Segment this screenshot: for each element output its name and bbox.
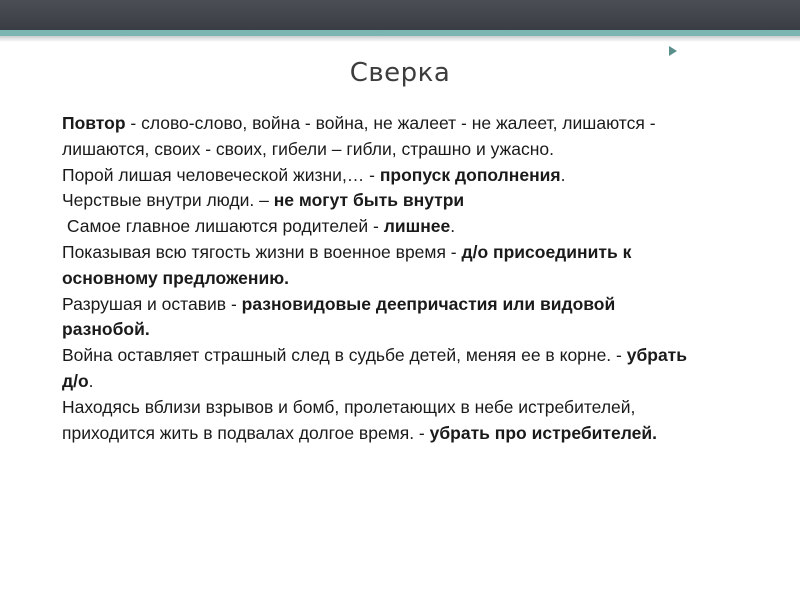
correction-text: пропуск дополнения xyxy=(379,164,561,185)
correction-text: убрать про истребителей. xyxy=(429,422,657,443)
sentence-text: Находясь вблизи взрывов и бомб, пролетающих в небе истребителей, приходится жить в подвалах долгое время. - xyxy=(62,396,636,443)
sentence-text: Порой лишая человеческой жизни,… - xyxy=(62,164,380,185)
sentence-text: Самое главное лишаются родителей - xyxy=(62,216,384,237)
sentence-end: . xyxy=(88,370,94,391)
header-band xyxy=(0,0,800,30)
correction-text: разновидовые деепричастия или видовой разнобой. xyxy=(62,293,616,340)
sentence-text: Война оставляет страшный след в судьбе детей, меняя ее в корне. - xyxy=(62,345,627,366)
correction-text: убрать д/о xyxy=(62,345,688,391)
paragraph-4 xyxy=(62,214,702,240)
sentence-text: Разрушая и оставив - xyxy=(62,293,242,314)
sentence-text: Черствые внутри люди. – xyxy=(62,190,274,211)
correction-text: д/о присоединить к основному предложению. xyxy=(62,241,632,288)
paragraph-2 xyxy=(62,163,702,189)
correction-text: лишнее xyxy=(383,216,451,237)
paragraph-3 xyxy=(62,188,702,214)
slide-body xyxy=(62,111,702,446)
paragraph-6 xyxy=(62,292,702,344)
term-repetition: Повтор xyxy=(62,113,126,133)
paragraph-7 xyxy=(62,343,702,395)
slide-title: Сверка xyxy=(349,58,451,88)
paragraph-5 xyxy=(62,240,702,292)
triangle-marker-icon xyxy=(669,46,677,56)
paragraph-8 xyxy=(62,395,702,447)
sentence-end: . xyxy=(560,164,566,185)
sentence-text: Показывая всю тягость жизни в военное время - xyxy=(62,241,462,262)
repetition-text: - слово-слово, война - война, не жалеет - не жалеет, лишаются - лишаются, своих - своих, гибели – гибли, страшно и ужасно. xyxy=(62,113,656,159)
paragraph-repetition xyxy=(62,111,702,163)
header-shadow xyxy=(0,36,800,42)
correction-text: не могут быть внутри xyxy=(273,190,465,211)
sentence-end: . xyxy=(450,216,456,237)
